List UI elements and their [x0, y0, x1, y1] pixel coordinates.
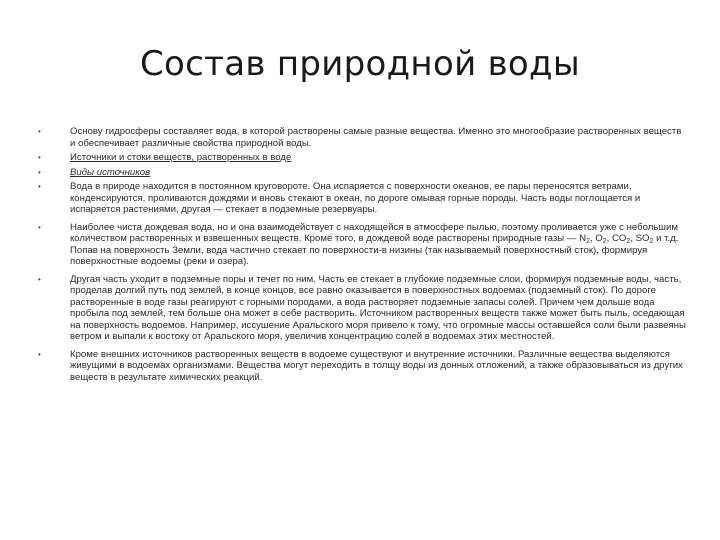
- list-item: [38, 126, 686, 149]
- list-item: [38, 349, 686, 384]
- bullet-icon: •: [38, 182, 41, 191]
- bullet-icon: •: [38, 274, 41, 284]
- list-item: [38, 167, 686, 179]
- item-text: Наиболее чиста дождевая вода, но и она взаимодействует с находящейся в атмосфере пылью, поэтому проливается уже с небольшим количеством растворенных и взвешенных веществ. Кроме того, в дождевой воде растворены природные газы — $N_2$, $O_2$, $CO_2$, $SO_2$ и т.д. Попав на поверхность Земли, вода частично стекает по поверхности-в низины (так называемый поверхностный сток), формируя поверхностные водоемы (реки и озера).: [70, 221, 679, 267]
- slide-title: Состав природной воды: [140, 44, 580, 84]
- item-text: Основу гидросферы составляет вода, в которой растворены самые разные вещества. Именно это многообразие растворенных веществ и обеспечивает различные свойства природной воды.: [70, 126, 682, 149]
- item-text: Кроме внешних источников растворенных веществ в водоеме существуют и внутренние источники. Различные вещества выделяются живущими в водоемах организмами. Вещества могут переходить в толщу воды из донных отложений, а также образовываться из других веществ в результате химических реакций.: [70, 348, 683, 383]
- list-item: [38, 274, 686, 343]
- bullet-icon: •: [38, 153, 41, 162]
- bullet-icon: •: [38, 222, 41, 232]
- list-item: [38, 222, 686, 268]
- list-item: [38, 181, 686, 216]
- bullet-icon: •: [38, 167, 41, 177]
- bullet-icon: •: [38, 349, 41, 359]
- item-text: Вода в природе находится в постоянном круговороте. Она испаряется с поверхности океанов, ее пары переносятся ветрами, конденсируются, проливаются дождями и вновь стекают в океан, по дороге омывая горные породы. Часть воды поглощается и испаряется растениями, другая — стекает в подземные резервуары.: [70, 181, 641, 215]
- sources-link[interactable]: Источники и стоки веществ, растворенных в воде: [70, 152, 292, 163]
- list-item: [38, 152, 686, 164]
- item-text: Другая часть уходит в подземные поры и течет по ним. Часть ее стекает в глубокие подземные слои, формируя подземные воды, часть, проделав долгий путь под землей, в конце концов, все равно оказывается в поверхностных водоемах (подземный сток). По дороге растворенные в воде газы реагируют с горными породами, а вода растворяет подземные запасы солей. Причем чем дольше вода пробыла под землей, тем больше она может в себе растворить. Источником растворенных веществ также может быть пыль, оседающая на поверхность водоемов. Например, иссушение Аральского моря привело к тому, что огромные массы оставшейся соли были развеяны ветром и выпали к востоку от Аральского моря, увеличив концентрацию солей в водоемах этих местностей.: [70, 273, 686, 342]
- bullet-icon: •: [38, 127, 41, 136]
- source-types-link[interactable]: Виды источников: [70, 166, 151, 178]
- bullet-list: [38, 126, 686, 386]
